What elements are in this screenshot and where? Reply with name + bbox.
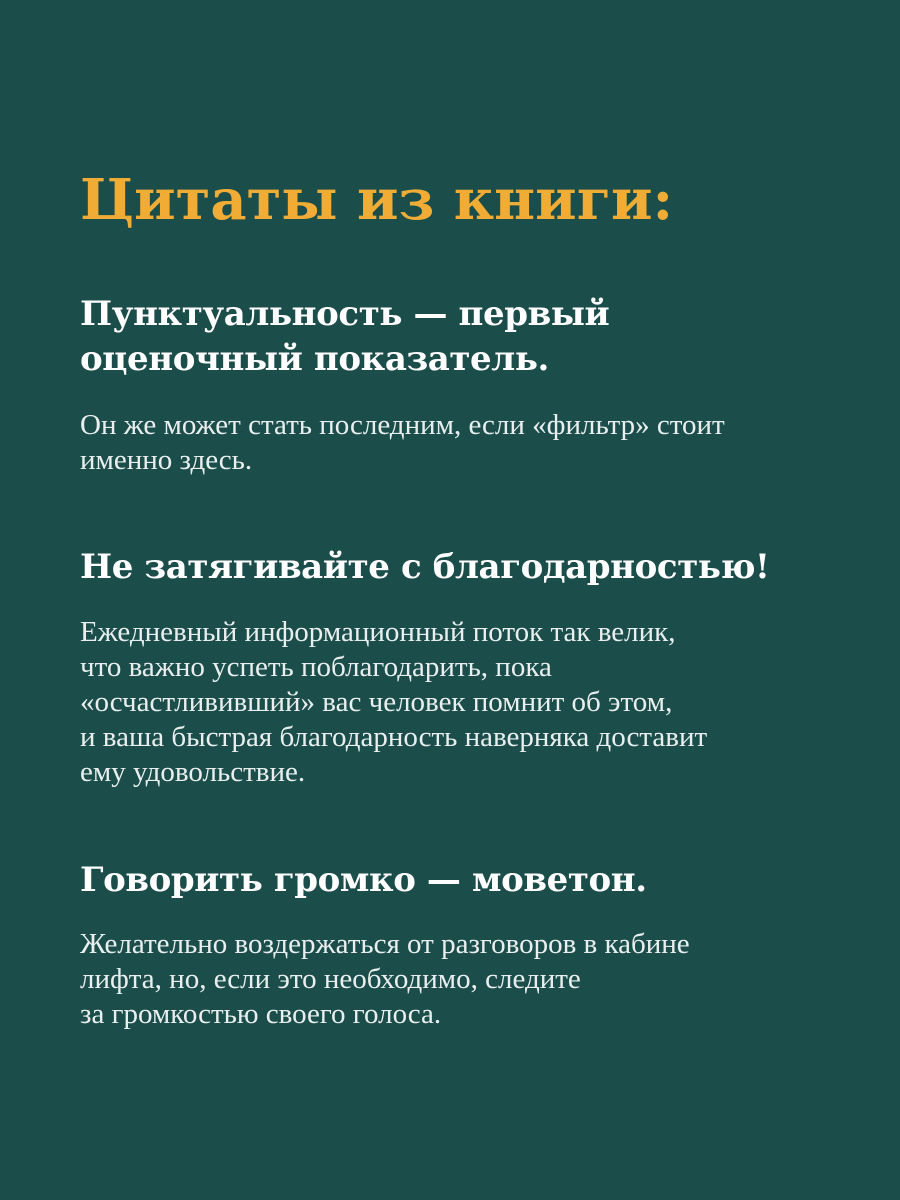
quote-body-line: именно здесь. bbox=[80, 444, 253, 476]
quote-body-1 bbox=[80, 408, 870, 478]
quote-body-line: Желательно воздержаться от разговоров в кабине bbox=[80, 928, 690, 960]
quote-body-line: лифта, но, если это необходимо, следите bbox=[80, 963, 581, 995]
quote-heading-3 bbox=[80, 858, 860, 903]
quote-heading-line: Говорить громко — моветон. bbox=[80, 860, 647, 900]
quote-body-3 bbox=[80, 927, 870, 1032]
quote-heading-2 bbox=[80, 545, 860, 590]
quote-heading-line: Пунктуальность — первый bbox=[80, 294, 610, 334]
quote-body-line: Он же может стать последним, если «фильтр» стоит bbox=[80, 409, 725, 441]
quote-heading-line: Не затягивайте с благодарностью! bbox=[80, 547, 770, 587]
quote-body-line: ему удовольствие. bbox=[80, 756, 306, 788]
quote-heading-1 bbox=[80, 292, 860, 382]
quote-body-2 bbox=[80, 615, 870, 790]
quote-body-line: что важно успеть поблагодарить, пока bbox=[80, 651, 552, 683]
quote-body-line: Ежедневный информационный поток так велик, bbox=[80, 616, 676, 648]
page-title: Цитаты из книги: bbox=[80, 167, 674, 233]
quote-body-line: за громкостью своего голоса. bbox=[80, 998, 442, 1030]
quote-body-line: и ваша быстрая благодарность наверняка доставит bbox=[80, 721, 708, 753]
quote-body-line: «осчастлививший» вас человек помнит об этом, bbox=[80, 686, 673, 718]
quote-heading-line: оценочный показатель. bbox=[80, 339, 549, 379]
